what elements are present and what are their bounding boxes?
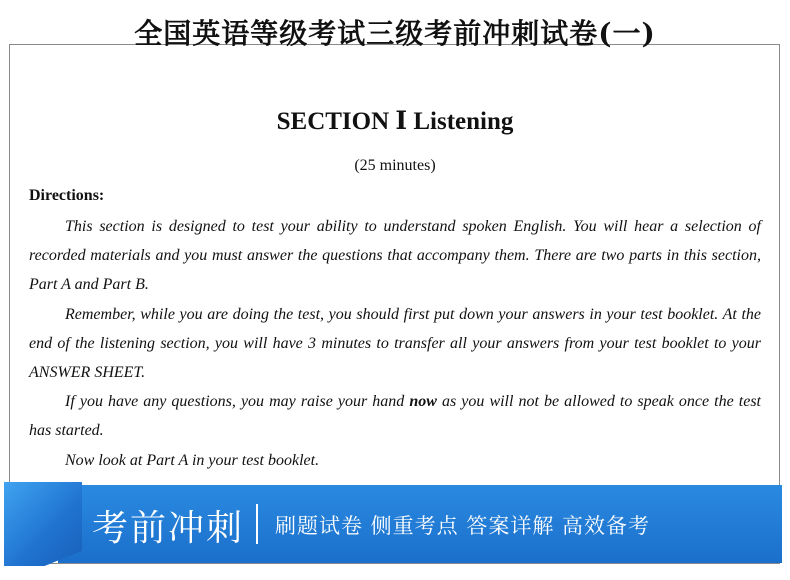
banner-divider [256, 504, 258, 544]
banner-tab-decoration [4, 482, 82, 566]
directions-paragraph-1: This section is designed to test your ability to understand spoken English. You will hear a selection of recorded materials and you must answer the questions that accompany them. There are two parts in this section, Part A and Part B. [29, 218, 761, 294]
section-duration: (25 minutes) [354, 157, 436, 174]
directions-body [29, 212, 761, 475]
paragraph-3-text-before: If you have any questions, you may raise your hand [65, 393, 410, 411]
paragraph-3-text-after: as you will not be allowed to speak once the test has started. [29, 393, 761, 440]
emphasis-now: now [409, 393, 437, 411]
exam-title: 全国英语等级考试三级考前冲刺试卷(一) [134, 17, 656, 50]
directions-paragraph-2: Remember, while you are doing the test, you should first put down your answers in your test booklet. At the end of the listening section, you will have 3 minutes to transfer all your answers from your test booklet to your ANSWER SHEET. [29, 305, 761, 382]
directions-label: Directions: [29, 187, 105, 204]
directions-paragraph-4: Now look at Part A in your test booklet. [65, 451, 320, 469]
promo-banner [0, 482, 790, 568]
banner-headline: 考前冲刺 [92, 508, 245, 549]
banner-tagline: 刷题试卷 侧重考点 答案详解 高效备考 [275, 514, 651, 538]
directions-paragraph-3 [29, 387, 761, 445]
section-heading: SECTION Ⅰ Listening [276, 108, 514, 135]
